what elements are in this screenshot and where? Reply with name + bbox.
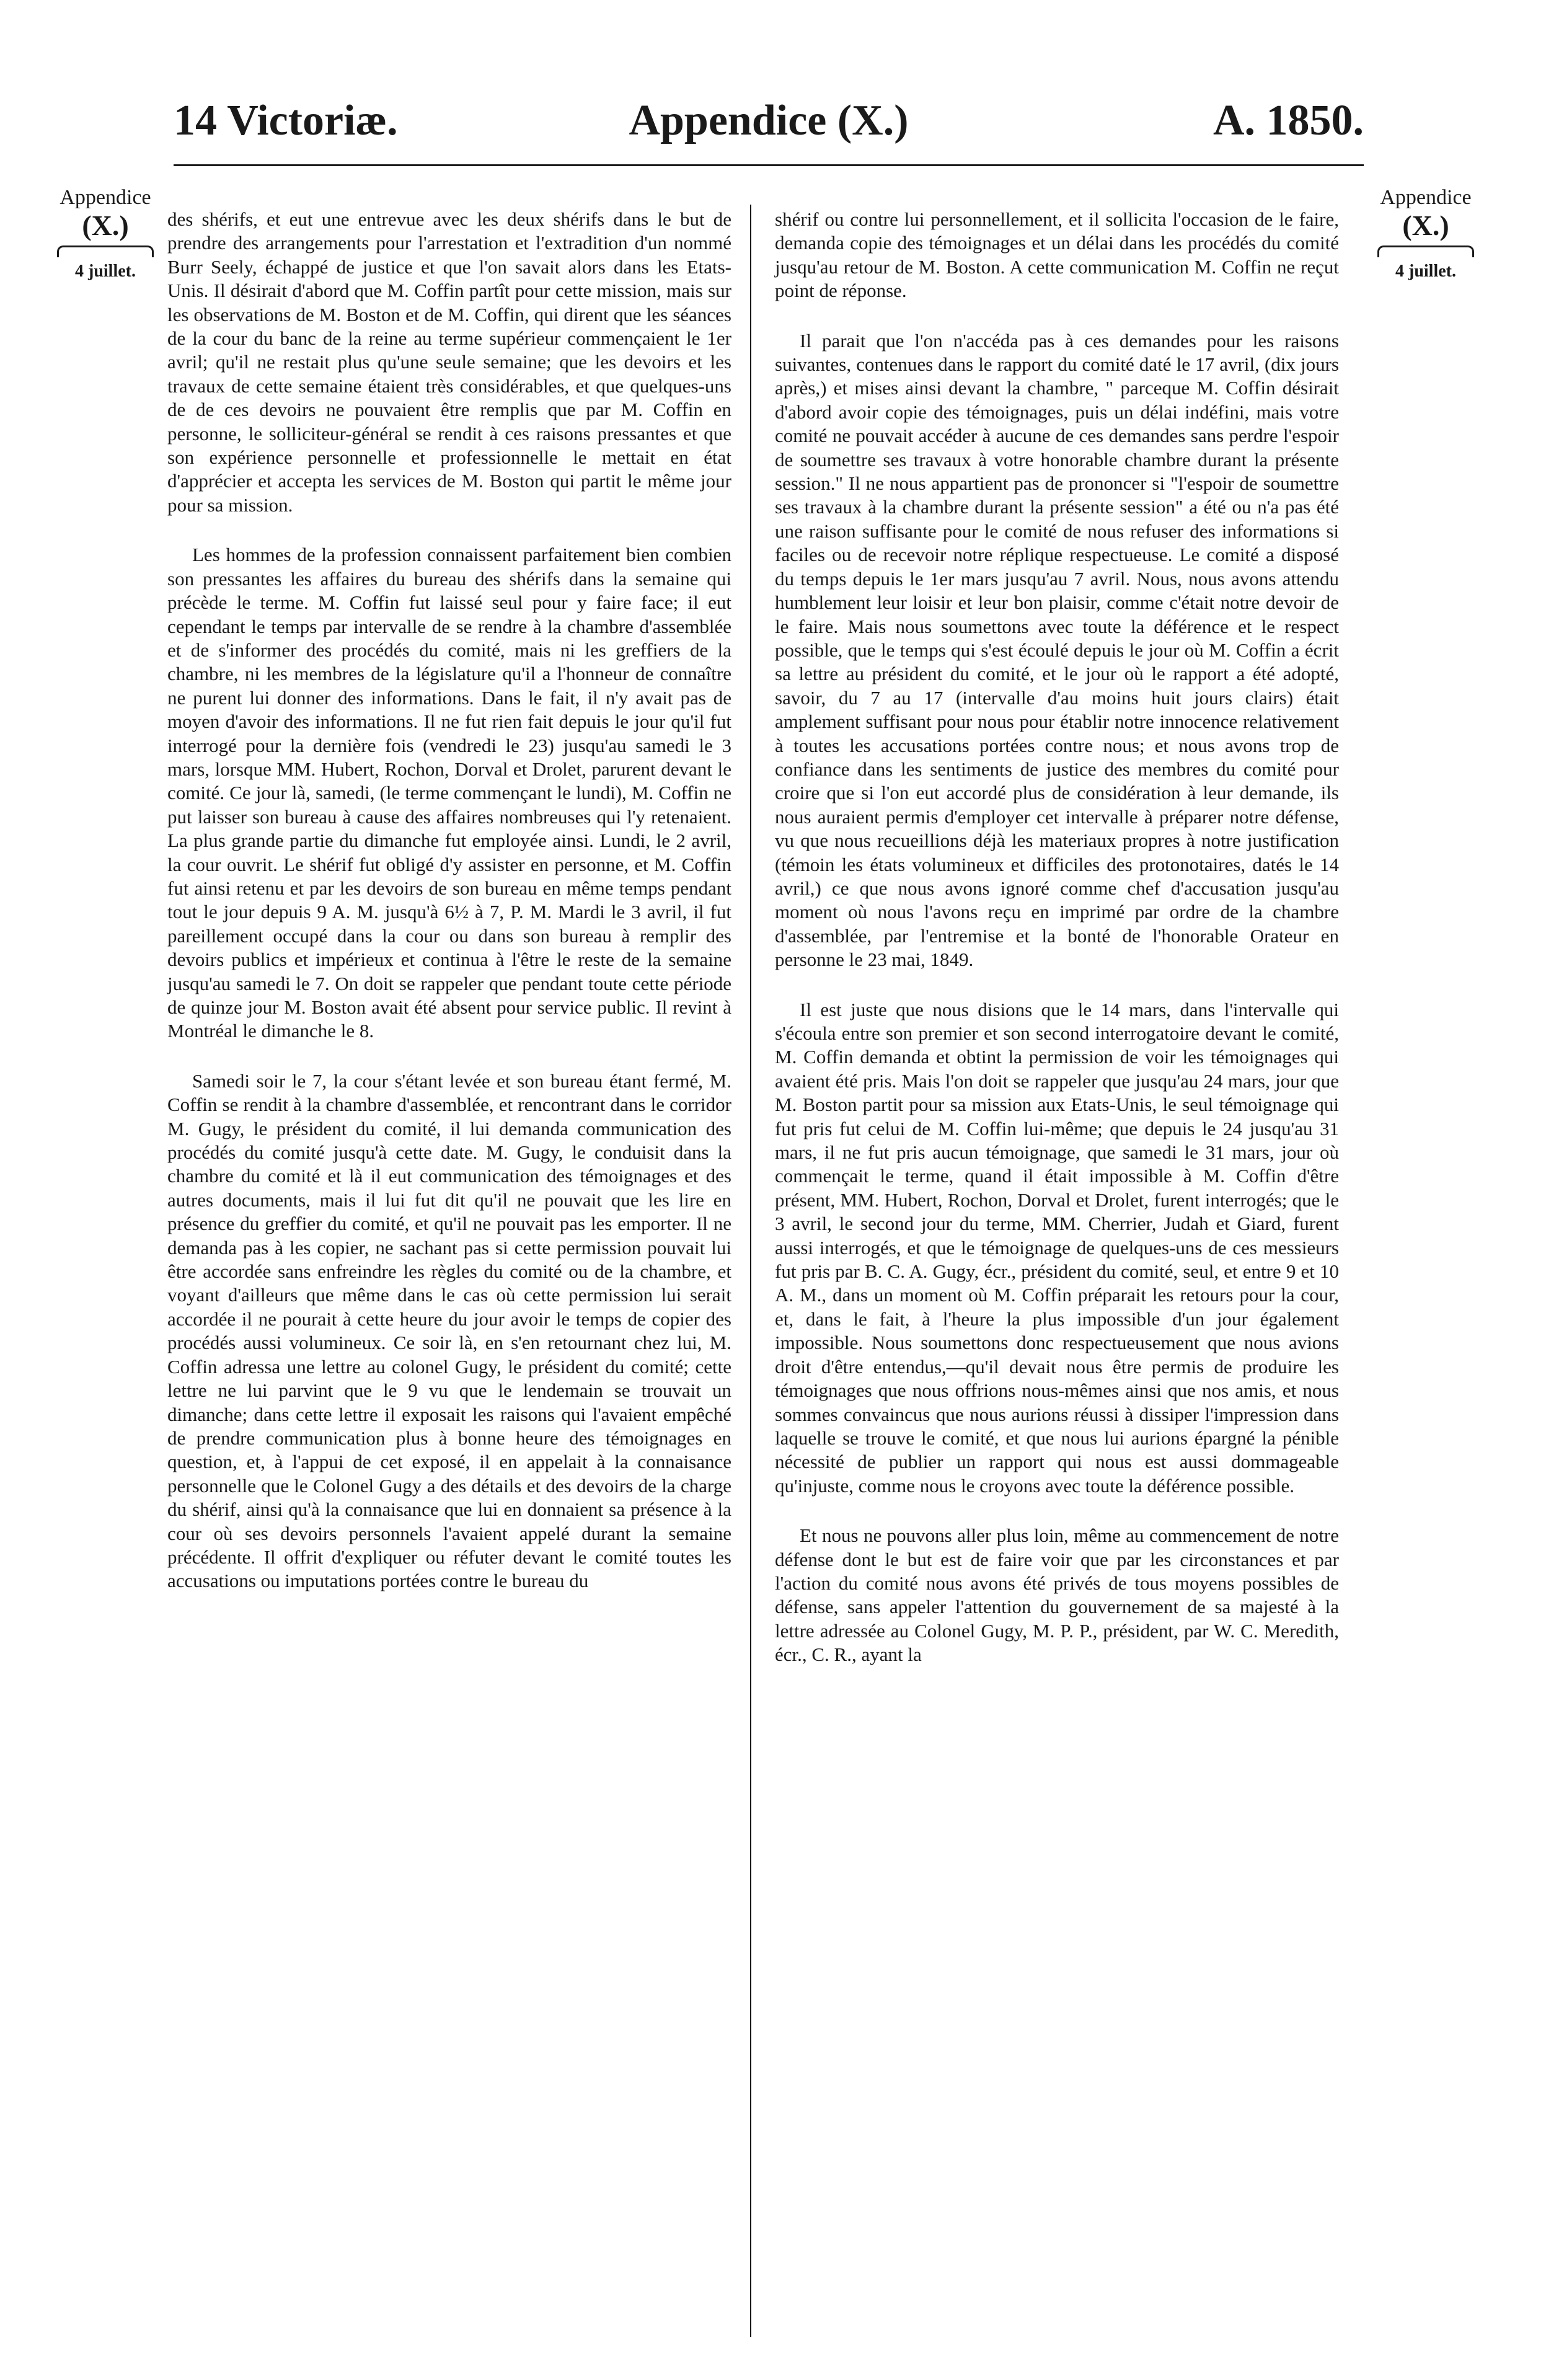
paragraph: shérif ou contre lui personnellement, et il sollicita l'occasion de le faire, demanda copie des témoignages et un délai dans les procédés du comité jusqu'au retour de M. Boston. A cette communication M. Coffin ne reçut point de réponse. (775, 208, 1339, 302)
margin-label: Appendice (60, 186, 151, 209)
paragraph: Samedi soir le 7, la cour s'étant levée et son bureau étant fermé, M. Coffin se rendit à la chambre d'assemblée, et rencontrant dans le corridor M. Gugy, le président du comité, il lui demanda communication des procédés du comité jusqu'à cette date. M. Gugy, le conduisit dans la chambre du comité et là il eut communication des témoignages et des autres documents, mais il lui fut dit qu'il ne pouvait que les lire en présence du greffier du comité, et qu'il ne pouvait pas les emporter. Il ne demanda pas à les copier, ne sachant pas si cette permission pouvait lui être accordée sans enfreindre les règles du comité ou de la chambre, et voyant d'ailleurs que même dans le cas où cette permission lui serait accordée il ne pourait à cette heure du jour avoir le temps de copier des procédés aussi volumineux. Ce soir là, en s'en retournant chez lui, M. Coffin adressa une lettre au colonel Gugy, le président du comité; cette lettre ne lui parvint que le 9 vu que le lendemain se trouvait un dimanche; dans cette lettre il exposait les raisons qui l'avaient empêché de prendre communication plus à bonne heure des témoignages en question, et, à l'appui de cet exposé, il en appelait à la connaisance personnelle que le Colonel Gugy a des détails et des devoirs de la charge du shérif, ainsi qu'à la connaisance que lui en donnaient sa présence à la cour où ses devoirs personnels l'avaient appelé durant la semaine précédente. Il offrit d'expliquer ou réfuter devant le comité toutes les accusations ou imputations portées contre le bureau du (167, 1069, 731, 1592)
column-divider (750, 205, 751, 2337)
margin-code: (X.) (82, 210, 129, 241)
brace-icon (1377, 246, 1474, 257)
margin-note-right (1364, 186, 1488, 283)
margin-note-left (43, 186, 167, 283)
page-header (174, 93, 1364, 149)
brace-icon (57, 246, 154, 257)
paragraph: Il parait que l'on n'accéda pas à ces demandes pour les raisons suivantes, contenues dans le rapport du comité daté le 17 avril, (dix jours après,) et mises ainsi devant la chambre, " parceque M. Coffin désirait d'abord avoir copie des témoignages, puis un délai indéfini, mais votre comité ne pouvait accéder à aucune de ces demandes sans perdre l'espoir de soumettre ses travaux à votre honorable chambre durant la présente session." Il ne nous appartient pas de prononcer si "l'espoir de soumettre ses travaux à la chambre durant la présente session" a été ou n'a pas été une raison suffisante pour le comité de nous refuser des informations si faciles ou de recevoir notre réplique respectueuse. Le comité a disposé du temps depuis le 1er mars jusqu'au 7 avril. Nous, nous avons attendu humblement leur loisir et leur bon plaisir, comme c'était notre devoir de le faire. Mais nous soumettons avec toute la déférence et le respect possible, que le temps qui s'est écoulé depuis le jour où M. Coffin a écrit sa lettre au président du comité, et le jour où le rapport a été adopté, savoir, du 7 au 17 (intervalle d'au moins huit jours clairs) était amplement suffisant pour nous pour établir notre innocence relativement à toutes les accusations portées contre nous; et nous avons trop de confiance dans les sentiments de justice des membres du comité pour croire que si l'on eut accordé plus de considération à leur demande, ils nous auraient permis d'employer cet intervalle à préparer notre défense, vu que nous recueillions déjà les materiaux propres à notre justification (témoin les états volumineux et difficiles des protonotaires, datés le 14 avril,) ce que nous avons ignoré comme chef d'accusation jusqu'au moment où nous l'avons reçu en imprimé par ordre de la chambre d'assemblée, par l'entremise et la bonté de l'honorable Orateur en personne le 23 mai, 1849. (775, 329, 1339, 971)
margin-code: (X.) (1402, 210, 1449, 241)
left-column (167, 208, 731, 1619)
paragraph: des shérifs, et eut une entrevue avec les deux shérifs dans le but de prendre des arrangements pour l'arrestation et l'extradition d'un nommé Burr Seely, échappé de justice et que l'on savait alors dans les Etats-Unis. Il désirait d'abord que M. Coffin partît pour cette mission, mais sur les observations de M. Boston et de M. Coffin, qui dirent que les séances de la cour du banc de la reine au terme supérieur commençaient le 1er avril; qu'il ne restait plus qu'une seule semaine; que les devoirs et les travaux de cette semaine étaient très considérables, et que quelques-uns de de ces devoirs ne pouvaient être remplis que par M. Coffin en personne, le solliciteur-général se rendit à ces raisons pressantes et que son expérience personnelle et professionnelle le mettait en état d'apprécier et accepta les services de M. Boston qui partit le même jour pour sa mission. (167, 208, 731, 516)
paragraph: Il est juste que nous disions que le 14 mars, dans l'intervalle qui s'écoula entre son premier et son second interrogatoire devant le comité, M. Coffin demanda et obtint la permission de voir les témoignages qui avaient été pris. Mais l'on doit se rappeler que jusqu'au 24 mars, jour que M. Boston partit pour sa mission aux Etats-Unis, le seul témoignage qui fut pris fut celui de M. Coffin lui-même; que depuis le 24 jusqu'au 31 mars, il ne fut pris aucun témoignage, que samedi le 31 mars, jour où commençait le terme, quand il était impossible à M. Coffin d'être présent, MM. Hubert, Rochon, Dorval et Drolet, furent interrogés; que le 3 avril, le second jour du terme, MM. Cherrier, Judah et Giard, furent aussi interrogés, et que le témoignage de quelques-uns de ces messieurs fut pris par B. C. A. Gugy, écr., président du comité, seul, et entre 9 et 10 A. M., dans un moment où M. Coffin préparait les retours pour la cour, et, dans le fait, à l'heure la plus impossible d'un jour également impossible. Nous soumettons donc respectueusement que nous avions droit d'être entendus,—qu'il devait nous être permis de produire les témoignages que nous offrions nous-mêmes ainsi que nos amis, et nous sommes convaincus que nous aurions réussi à dissiper l'impression dans laquelle se trouve le comité, et que nous lui aurions épargné la pénible nécessité de publier un rapport qui nous est aussi dommageable qu'injuste, comme nous le croyons avec toute la déférence possible. (775, 998, 1339, 1497)
header-rule (174, 164, 1364, 166)
header-year: A. 1850. (1213, 97, 1364, 144)
paragraph: Et nous ne pouvons aller plus loin, même au commencement de notre défense dont le but est de faire voir que par les circonstances et par l'action du comité nous avons été privés de tous moyens possibles de défense, sans appeler l'attention du gouvernement de sa majesté à la lettre adressée au Colonel Gugy, M. P. P., président, par W. C. Meredith, écr., C. R., ayant la (775, 1524, 1339, 1666)
paragraph: Les hommes de la profession connaissent parfaitement bien combien son pressantes les affaires du bureau des shérifs dans la semaine qui précède le terme. M. Coffin fut laissé seul pour y faire face; il eut cependant le temps par intervalle de se rendre à la chambre d'assemblée et de s'informer des procédés du comité, mais ni les greffiers de la chambre, ni les membres de la législature qu'il a l'honneur de connaître ne purent lui donner des informations. Dans le fait, il n'y avait pas de moyen d'avoir des informations. Il ne fut rien fait depuis le jour qu'il fut interrogé pour la dernière fois (vendredi le 23) jusqu'au samedi le 3 mars, lorsque MM. Hubert, Rochon, Dorval et Drolet, parurent devant le comité. Ce jour là, samedi, (le terme commençant le lundi), M. Coffin ne put laisser son bureau à cause des affaires nombreuses qui l'y retenaient. La plus grande partie du dimanche fut employée ainsi. Lundi, le 2 avril, la cour ouvrit. Le shérif fut obligé d'y assister en personne, et M. Coffin fut ainsi retenu et par les devoirs de son bureau en même temps pendant tout le jour depuis 9 A. M. jusqu'à 6½ à 7, P. M. Mardi le 3 avril, il fut pareillement occupé dans la cour ou dans son bureau à remplir des devoirs publics et impérieux et continua à l'être le reste de la semaine jusqu'au samedi le 7. On doit se rappeler que pendant toute cette période de quinze jour M. Boston avait été absent pour service public. Il revint à Montréal le dimanche le 8. (167, 544, 731, 1042)
margin-date: 4 juillet. (75, 262, 136, 281)
margin-date: 4 juillet. (1395, 262, 1456, 281)
header-session: 14 Victoriæ. (174, 97, 398, 144)
right-column (775, 208, 1339, 1693)
header-title: Appendice (X.) (629, 97, 909, 144)
margin-label: Appendice (1380, 186, 1472, 209)
